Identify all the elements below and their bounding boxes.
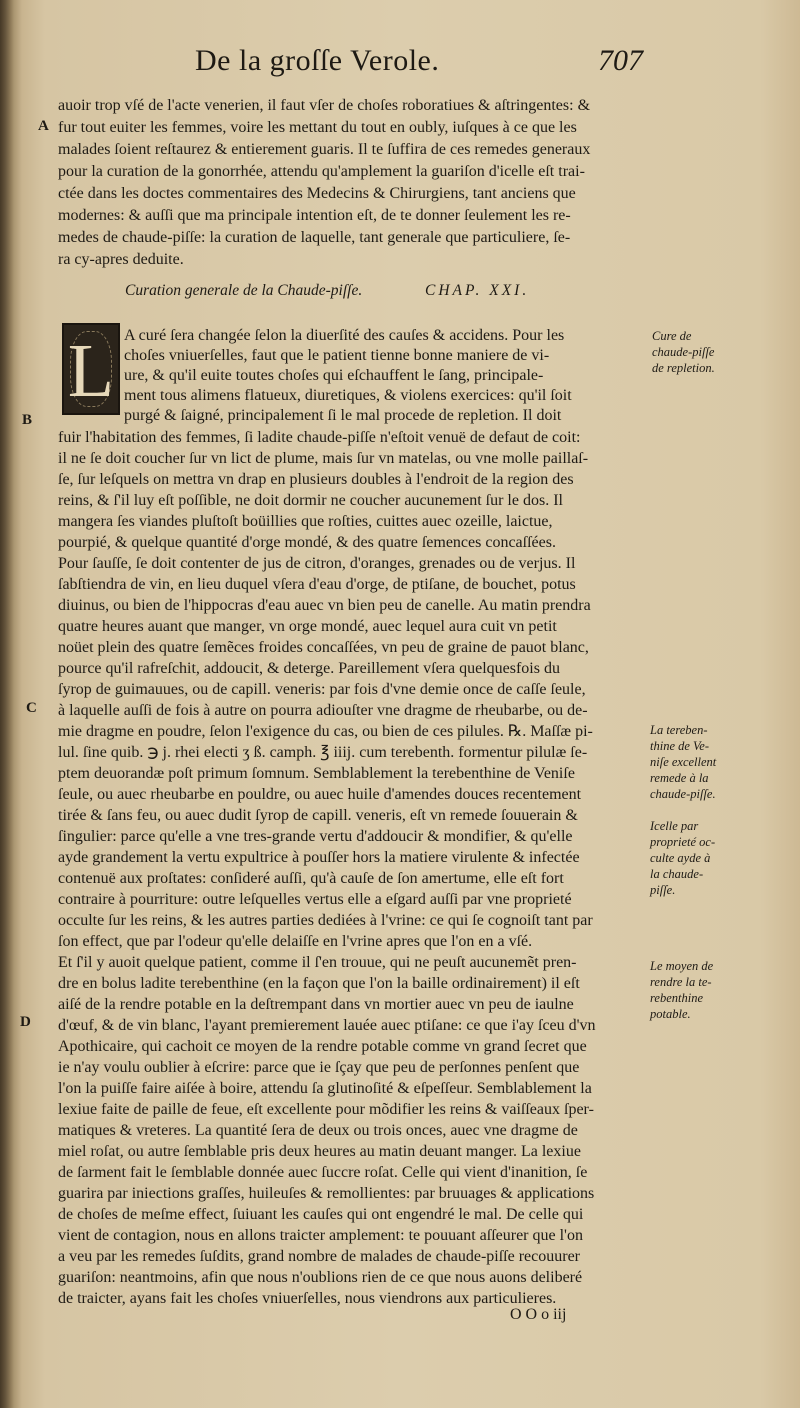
margin-note-line: proprieté oc-: [650, 835, 716, 849]
text-line: auoir trop vſé de l'acte venerien, il faut vſer de choſes roboratiues & aſtringentes: &: [58, 97, 591, 114]
text-line: Et ſ'il y auoit quelque patient, comme il ſ'en trouue, qui ne peuſt aucunemẽt pren-: [58, 954, 577, 971]
text-line: vient de contagion, nous en allons traicter amplement: te pouuant aſſeurer que l'on: [58, 1227, 583, 1244]
text-line: ſon effect, que par l'odeur qu'elle delaiſſe en l'vrine apres que l'on en a vſé.: [58, 933, 533, 950]
ornamental-initial: [62, 323, 120, 415]
margin-note-line: la chaude-: [650, 867, 704, 881]
text-line: Pour ſauſſe, ſe doit contenter de jus de citron, d'oranges, grenades ou de verjus. Il: [58, 555, 576, 572]
text-line: à laquelle auſſi de fois à autre on pourra adiouſter vne dragme de rheubarbe, ou de-: [58, 702, 588, 719]
text-line: Apothicaire, qui cachoit ce moyen de la rendre potable comme vn grand ſecret que: [58, 1038, 587, 1055]
text-line: dre en bolus ladite terebenthine (en la façon que l'on la baille ordinairement) il eſt: [58, 975, 580, 992]
margin-note-line: culte ayde à: [650, 851, 711, 865]
text-line: fur tout euiter les femmes, voire les mettant du tout en oubly, iuſques à ce que les: [58, 119, 577, 136]
text-line: miel roſat, ou autre ſemblable pris deux heures au matin deuant manger. La lexiue: [58, 1143, 581, 1160]
text-line: de ſarment fait le ſemblable donnée auec ſuccre roſat. Celle qui vient d'inanition, ſe: [58, 1164, 588, 1181]
margin-note: [652, 328, 715, 376]
text-line: occulte ſur les reins, & les autres parties dediées à l'vrine: ce qui ſe cognoiſt tant par: [58, 912, 593, 929]
chapter-title: Curation generale de la Chaude-piſſe.: [125, 282, 363, 299]
gutter-shadow: [0, 0, 14, 1408]
text-line: a veu par les remedes ſuſdits, grand nombre de malades de chaude-piſſe recouurer: [58, 1248, 581, 1265]
text-line: ure, & qu'il euite toutes choſes qui eſchauffent le ſang, principale-: [124, 367, 544, 384]
text-line: ſingulier: parce qu'elle a vne tres-grande vertu d'addoucir & mondifier, & qu'elle: [58, 828, 573, 845]
text-line: mangera ſes viandes pluſtoſt boüillies que roſties, cuittes auec ozeille, laictue,: [58, 513, 553, 530]
text-line: quatre heures auant que manger, vn orge mondé, auec lequel aura cuit vn petit: [58, 618, 557, 635]
signature-mark: O O o iij: [510, 1306, 567, 1323]
section-mark: B: [22, 412, 33, 428]
margin-note: [650, 818, 715, 898]
text-line: contenuë aux proſtates: conſideré auſſi, qu'à cauſe de ſon amertume, elle eſt fort: [58, 870, 564, 887]
text-line: pour la curation de la gonorrhée, attendu qu'amplement la guariſon d'icelle eſt trai-: [58, 163, 585, 180]
margin-note-line: rendre la te-: [650, 975, 712, 989]
text-line: tirée & ſans feu, ou auec dudit ſyrop de capill. veneris, eſt vn remede ſouuerain &: [58, 807, 578, 824]
text-line: ment tous alimens flatueux, diuretiques, & violens exercices: qu'il ſoit: [124, 387, 572, 404]
text-line: fuir l'habitation des femmes, ſi ladite chaude-piſſe n'eſtoit venuë de defaut de coit:: [58, 429, 581, 446]
margin-note: [650, 722, 716, 802]
margin-note-line: Icelle par: [650, 819, 699, 833]
margin-note-line: niſe excellent: [650, 755, 717, 769]
text-line: ſabſtiendra de vin, en lieu duquel vſera d'eau d'orge, de ptiſane, de bouchet, potus: [58, 576, 576, 593]
text-line: guarira par iniections graſſes, huileuſes & remollientes: par bruuages & applications: [58, 1185, 595, 1202]
margin-note-line: de repletion.: [652, 361, 715, 375]
text-line: matiques & vreteres. La quantité ſera de deux ou trois onces, auec vne dragme de: [58, 1122, 578, 1139]
text-line: ſe, ſur leſquels on mettra vn drap en plusieurs doubles à l'endroit de la region des: [58, 471, 574, 488]
text-line: purgé & ſaigné, principalement ſi le mal procede de repletion. Il doit: [124, 407, 562, 424]
margin-note-line: remede à la: [650, 771, 709, 785]
text-line: l'on la puiſſe faire aiſée à boire, attendu ſa glutinoſité & eſpeſſeur. Semblablement la: [58, 1080, 592, 1097]
text-line: de traicter, ayans fait les choſes vniuerſelles, nous viendrons aux particulieres.: [58, 1290, 557, 1307]
text-line: malades ſoient reſtaurez & entierement guaris. Il te ſuffira de ces remedes generaux: [58, 141, 591, 158]
text-line: ſeule, ou auec rheubarbe en pouldre, ou auec huile d'amendes douces recentement: [58, 786, 582, 803]
margin-note-line: Le moyen de: [650, 959, 714, 973]
text-line: de choſes de meſme effect, ſuiuant les cauſes qui ont engendré le mal. De celle qui: [58, 1206, 584, 1223]
margin-note-line: piſſe.: [650, 883, 676, 897]
text-line: il ne ſe doit coucher ſur vn lict de plume, mais ſur vn matelas, ou vne molle paillaſ-: [58, 450, 589, 467]
text-line: guariſon: neantmoins, afin que nous n'oublions rien de ce que nous auons deliberé: [58, 1269, 583, 1286]
text-line: choſes vniuerſelles, faut que le patient tienne bonne maniere de vi-: [124, 347, 550, 364]
text-line: lul. ſine quib. ℈ j. rhei electi ʒ ß. camph. ℥ iiij. cum terebenth. formentur pilulæ ſe-: [58, 744, 588, 761]
text-line: ayde grandement la vertu expultrice à pouſſer hors la matiere virulente & infectée: [58, 849, 580, 866]
margin-note-line: thine de Ve-: [650, 739, 710, 753]
text-line: ra cy-apres deduite.: [58, 251, 184, 268]
text-line: A curé ſera changée ſelon la diuerſité des cauſes & accidens. Pour les: [124, 327, 565, 344]
text-line: ctée dans les doctes commentaires des Medecins & Chirurgiens, tant anciens que: [58, 185, 576, 202]
section-mark: C: [26, 700, 37, 716]
running-head: De la groſſe Verole.: [195, 44, 440, 77]
text-line: noüet plein des quatre ſemẽces froides concaſſées, vn peu de graine de pauot blanc,: [58, 639, 589, 656]
text-line: contraire à pourriture: outre leſquelles vertus elle a eſgard auſſi par vne proprieté: [58, 891, 572, 908]
margin-note-line: La tereben-: [650, 723, 708, 737]
text-line: modernes: & auſſi que ma principale intention eſt, de te donner ſeulement les re-: [58, 207, 571, 224]
text-line: pource qu'il rafreſchit, addoucit, & deterge. Pareillement vſera quelquesfois du: [58, 660, 560, 677]
section-mark: A: [38, 118, 49, 134]
margin-note-line: chaude-piſſe: [652, 345, 715, 359]
margin-note-line: potable.: [650, 1007, 691, 1021]
margin-note-line: rebenthine: [650, 991, 703, 1005]
text-line: pourpié, & quelque quantité d'orge mondé, & des quatre ſemences concaſſées.: [58, 534, 556, 551]
margin-note: [650, 958, 713, 1022]
margin-note-line: Cure de: [652, 329, 692, 343]
text-line: diuinus, ou bien de l'hippocras d'eau auec vn bien peu de canelle. Au matin prendra: [58, 597, 591, 614]
section-mark: D: [20, 1014, 31, 1030]
text-line: d'œuf, & de vin blanc, l'ayant premierement lauée auec ptiſane: ce que i'ay ſceu d'vn: [58, 1017, 596, 1034]
text-line: medes de chaude-piſſe: la curation de laquelle, tant generale que particuliere, ſe-: [58, 229, 571, 246]
text-line: ptem deuorandæ poſt primum ſomnum. Semblablement la terebenthine de Veniſe: [58, 765, 575, 782]
text-line: ie n'ay voulu oublier à eſcrire: parce que ie ſçay que peu de perſonnes penſent que: [58, 1059, 580, 1076]
text-line: mie dragme en poudre, ſelon l'exigence du cas, ou bien de ces pilules. ℞. Maſſæ pi-: [58, 723, 593, 740]
text-line: reins, & ſ'il luy eſt poſſible, ne doit dormir ne coucher aucunement ſur le dos. Il: [58, 492, 563, 509]
initial-letter: L: [67, 329, 115, 413]
text-line: ſyrop de guimauues, ou de capill. veneris: par fois d'vne demie once de caſſe ſeule,: [58, 681, 586, 698]
margin-note-line: chaude-piſſe.: [650, 787, 716, 801]
text-line: lexiue faite de paille de feue, eſt excellente pour mõdifier les reins & vaiſſeaux ſper-: [58, 1101, 594, 1118]
page-number: 707: [598, 44, 643, 77]
chapter-label: CHAP. XXI.: [425, 282, 530, 299]
text-line: aiſé de la rendre potable en la deſtrempant dans vn mortier auec vn peu de iaulne: [58, 996, 574, 1013]
